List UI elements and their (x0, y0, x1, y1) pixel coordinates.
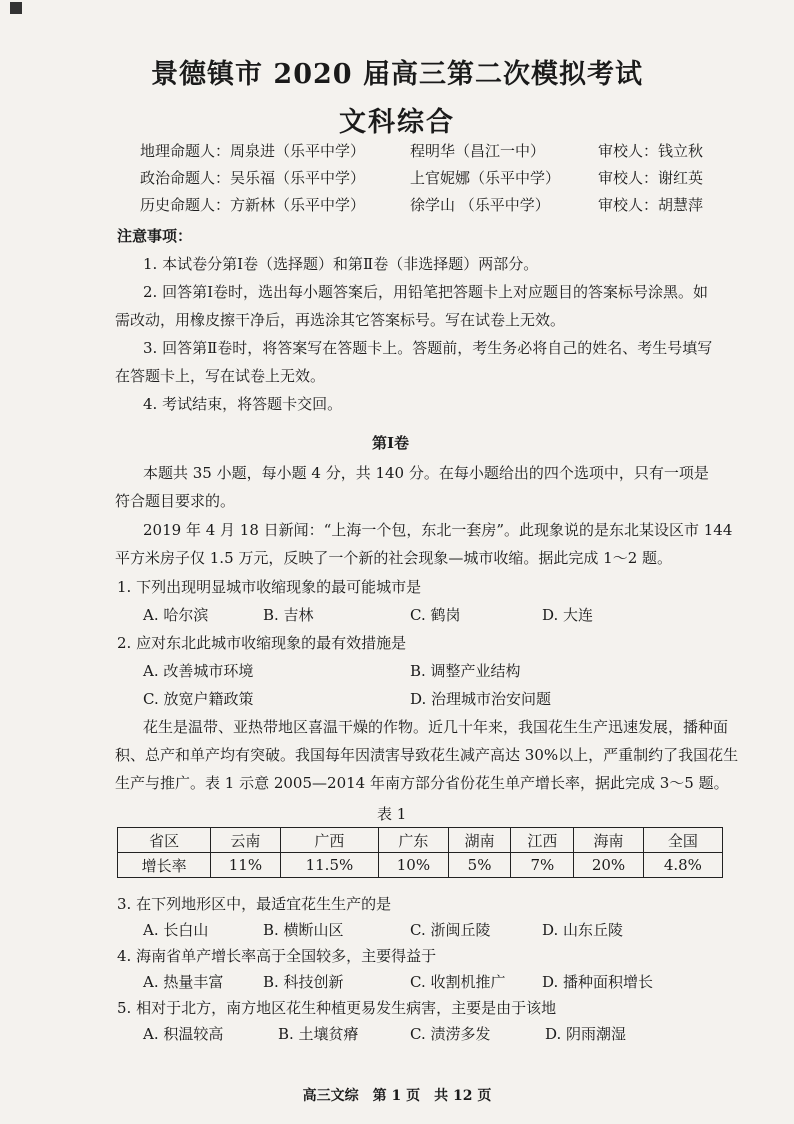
table-cell: 20% (574, 853, 644, 878)
question-4-stem: 4. 海南省单产增长率高于全国较多，主要得益于 (117, 947, 437, 965)
staff-row-politics (140, 167, 740, 189)
question-2-stem: 2. 应对东北此城市收缩现象的最有效措施是 (117, 634, 407, 652)
table-cell: 湖南 (448, 828, 511, 853)
q3-option-d: D. 山东丘陵 (542, 921, 624, 939)
table-cell: 11% (211, 853, 281, 878)
table-caption: 表 1 (377, 805, 407, 823)
q4-option-b: B. 科技创新 (263, 973, 344, 991)
corner-mark (10, 2, 22, 14)
part1-instruction: 本题共 35 小题，每小题 4 分，共 140 分。在每小题给出的四个选项中，只有一项是 (143, 464, 709, 482)
table-cell: 4.8% (643, 853, 722, 878)
q1-option-a: A. 哈尔滨 (143, 606, 209, 624)
table-cell: 云南 (211, 828, 281, 853)
passage-1: 平方米房子仅 1.5 万元，反映了一个新的社会现象—城市收缩。据此完成 1～2 题。 (115, 549, 673, 567)
notice-item: 需改动，用橡皮擦干净后，再选涂其它答案标号。写在试卷上无效。 (115, 311, 566, 329)
notice-item: 3. 回答第Ⅱ卷时，将答案写在答题卡上。答题前，考生务必将自己的姓名、考生号填写 (143, 339, 713, 357)
staff-role: 历史命题人：方新林（乐平中学） (140, 196, 366, 214)
staff-co: 徐学山 （乐平中学） (410, 196, 550, 214)
table-cell: 广西 (280, 828, 379, 853)
q1-option-b: B. 吉林 (263, 606, 314, 624)
q3-option-a: A. 长白山 (143, 921, 209, 939)
notice-heading: 注意事项： (117, 227, 193, 245)
q5-option-a: A. 积温较高 (143, 1025, 224, 1043)
notice-item: 1. 本试卷分第Ⅰ卷（选择题）和第Ⅱ卷（非选择题）两部分。 (143, 255, 539, 273)
data-table (117, 827, 723, 878)
table-cell: 省区 (118, 828, 211, 853)
table-cell: 5% (448, 853, 511, 878)
question-5-stem: 5. 相对于北方，南方地区花生种植更易发生病害，主要是由于该地 (117, 999, 557, 1017)
q2-option-a: A. 改善城市环境 (143, 662, 254, 680)
table-cell: 广东 (379, 828, 449, 853)
part1-instruction: 符合题目要求的。 (115, 492, 236, 510)
q2-option-c: C. 放宽户籍政策 (143, 690, 254, 708)
table-cell: 江西 (511, 828, 574, 853)
staff-row-history (140, 194, 740, 216)
staff-co: 上官妮娜（乐平中学） (410, 169, 561, 187)
passage-2: 花生是温带、亚热带地区喜温干燥的作物。近几十年来，我国花生生产迅速发展，播种面 (143, 718, 729, 736)
staff-co: 程明华（昌江一中） (410, 142, 546, 160)
part1-heading: 第Ⅰ卷 (372, 434, 410, 452)
q3-option-c: C. 浙闽丘陵 (410, 921, 491, 939)
q3-option-b: B. 横断山区 (263, 921, 344, 939)
staff-reviewer: 审校人：钱立秋 (598, 142, 704, 160)
q5-option-b: B. 土壤贫瘠 (278, 1025, 359, 1043)
q4-option-c: C. 收割机推广 (410, 973, 506, 991)
staff-reviewer: 审校人：谢红英 (598, 169, 704, 187)
table-cell: 全国 (643, 828, 722, 853)
passage-1: 2019 年 4 月 18 日新闻：“上海一个包，东北一套房”。此现象说的是东北某设区市 144 (143, 521, 733, 539)
passage-2: 积、总产和单产均有突破。我国每年因渍害导致花生减产高达 30%以上，严重制约了我国花生 (115, 746, 739, 764)
table-cell: 11.5% (280, 853, 379, 878)
staff-role: 政治命题人：吴乐福（乐平中学） (140, 169, 366, 187)
staff-row-geography (140, 140, 740, 162)
question-3-stem: 3. 在下列地形区中，最适宜花生生产的是 (117, 895, 392, 913)
exam-subtitle: 文科综合 (339, 107, 455, 138)
exam-title: 景德镇市 2020 届高三第二次模拟考试 (151, 59, 643, 90)
passage-2: 生产与推广。表 1 示意 2005—2014 年南方部分省份花生单产增长率，据此完成 3～5 题。 (115, 774, 729, 792)
notice-item: 4. 考试结束，将答题卡交回。 (143, 395, 343, 413)
q1-option-c: C. 鹤岗 (410, 606, 461, 624)
notice-item: 2. 回答第Ⅰ卷时，选出每小题答案后，用铅笔把答题卡上对应题目的答案标号涂黑。如 (143, 283, 709, 301)
q2-option-b: B. 调整产业结构 (410, 662, 521, 680)
q5-option-d: D. 阴雨潮湿 (545, 1025, 627, 1043)
staff-role: 地理命题人：周泉进（乐平中学） (140, 142, 366, 160)
page-footer: 高三文综 第 1 页 共 12 页 (302, 1088, 492, 1104)
q1-option-d: D. 大连 (542, 606, 594, 624)
question-1-stem: 1. 下列出现明显城市收缩现象的最可能城市是 (117, 578, 422, 596)
table-cell: 增长率 (118, 853, 211, 878)
q2-option-d: D. 治理城市治安问题 (410, 690, 552, 708)
table-row (118, 853, 723, 878)
q5-option-c: C. 渍涝多发 (410, 1025, 491, 1043)
table-cell: 10% (379, 853, 449, 878)
table-cell: 海南 (574, 828, 644, 853)
staff-reviewer: 审校人：胡慧萍 (598, 196, 704, 214)
q4-option-d: D. 播种面积增长 (542, 973, 654, 991)
notice-item: 在答题卡上，写在试卷上无效。 (115, 367, 326, 385)
table-header-row (118, 828, 723, 853)
q4-option-a: A. 热量丰富 (143, 973, 224, 991)
table-cell: 7% (511, 853, 574, 878)
